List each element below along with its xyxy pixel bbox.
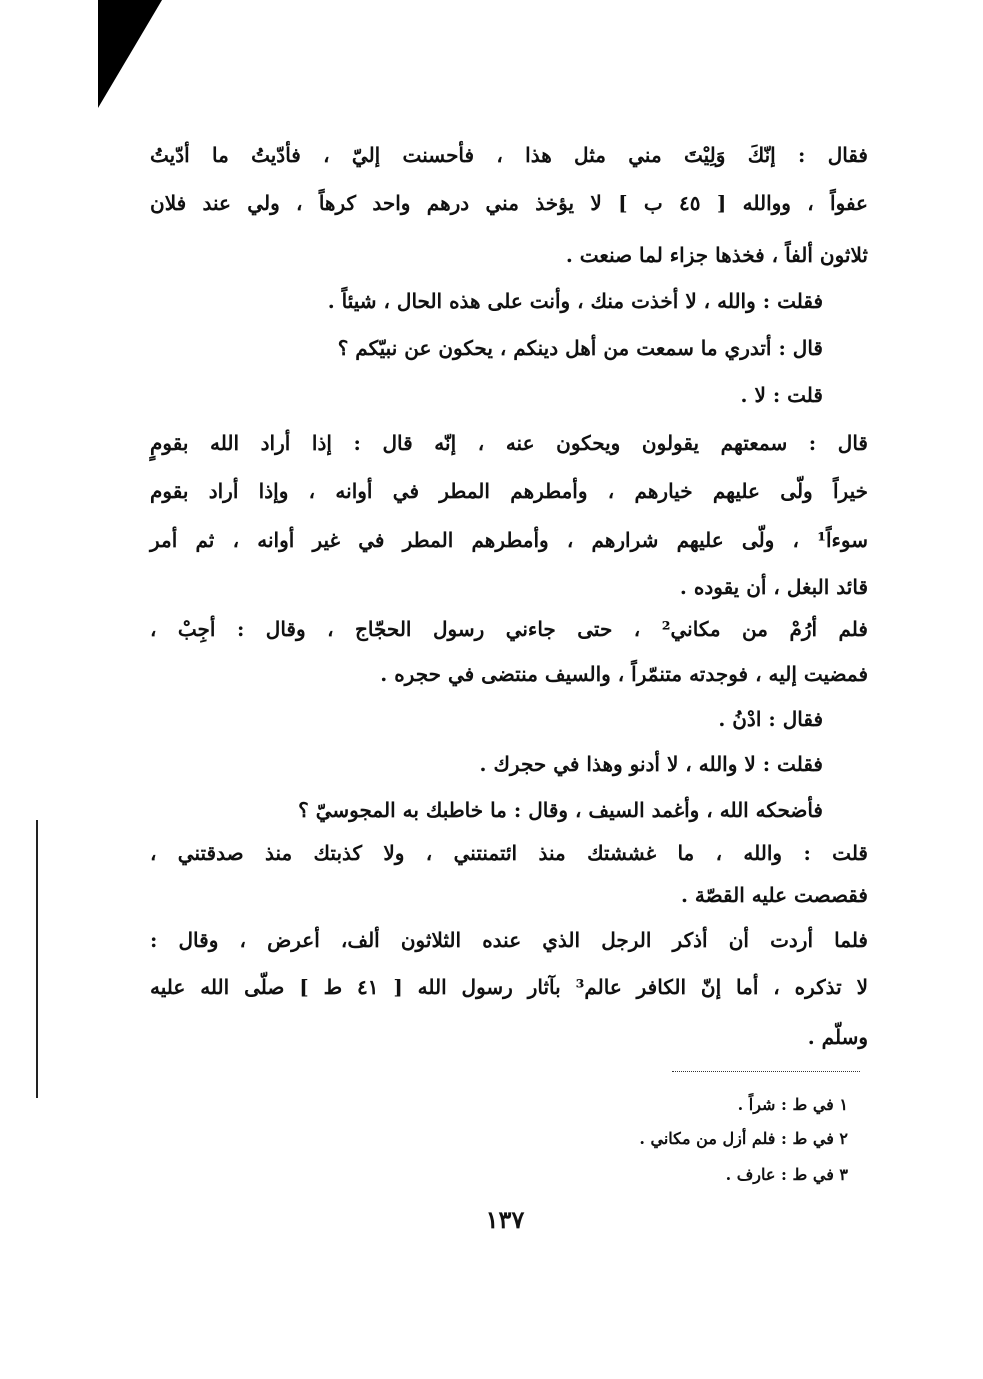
footnote-separator [672, 1071, 860, 1072]
text-line: لا تذكره ، أما إنّ الكافر عالم³ بآثار رسول الله [ ٤١ ط ] صلّى الله عليه [150, 975, 868, 999]
page-number: ١٣٧ [485, 1205, 525, 1234]
text-line: فمضيت إليه ، فوجدته متنمّراً ، والسيف منتضى في حجره . [380, 662, 868, 686]
text-line: فقصصت عليه القصّة . [680, 883, 868, 907]
footnote: ١ في ط : شراً . [737, 1095, 848, 1114]
text-line: فقال : ادْنُ . [718, 707, 823, 731]
text-line: قائد البغل ، أن يقوده . [679, 575, 868, 599]
footnote: ٣ في ط : عارف . [725, 1165, 848, 1184]
text-line: قال : سمعتهم يقولون ويحكون عنه ، إنّه قال : إذا أراد الله بقومٍ [150, 431, 868, 455]
text-line: فلما أردت أن أذكر الرجل الذي عنده الثلاثون ألف، أعرض ، وقال : [150, 928, 868, 952]
margin-rule [36, 820, 38, 1098]
text-line: ثلاثون ألفاً ، فخذها جزاء لما صنعت . [565, 243, 868, 267]
text-line: فأضحكه الله ، وأغمد السيف ، وقال : ما خاطبك به المجوسيّ ؟ [298, 798, 823, 822]
text-line: قلت : لا . [740, 383, 823, 407]
text-line: قلت : والله ، ما غششتك منذ ائتمنتني ، ولا كذبتك منذ صدقتني ، [150, 841, 868, 865]
text-line: عفواً ، ووالله [ ٤٥ ب ] لا يؤخذ مني درهم واحد كرهاً ، ولي عند فلان [150, 191, 868, 215]
text-line: فقلت : لا والله ، لا أدنو وهذا في حجرك . [479, 752, 823, 776]
text-line: قال : أتدري ما سمعت من أهل دينكم ، يحكون عن نبيّكم ؟ [337, 336, 823, 360]
text-line: فقال : إنّكَ وَلِيْتَ مني مثل هذا ، فأحسنت إليّ ، فأدّيتُ ما أدّيتُ [150, 143, 868, 167]
text-line: وسلّم . [807, 1025, 868, 1049]
text-line: خيراً ولّى عليهم خيارهم ، وأمطرهم المطر في أوانه ، وإذا أراد بقوم [150, 479, 868, 503]
text-line: فقلت : والله ، لا أخذت منك ، وأنت على هذه الحال ، شيئاً . [327, 289, 823, 313]
text-line: سوءاً¹ ، ولّى عليهم شرارهم ، وأمطرهم المطر في غير أوانه ، ثم أمر [150, 528, 869, 552]
footnote: ٢ في ط : فلم أزل من مكاني . [639, 1129, 848, 1148]
text-line: فلم أرُمْ من مكاني² ، حتى جاءني رسول الحجّاج ، وقال : أجِبْ ، [150, 617, 868, 641]
corner-triangle-mark [98, 0, 162, 108]
